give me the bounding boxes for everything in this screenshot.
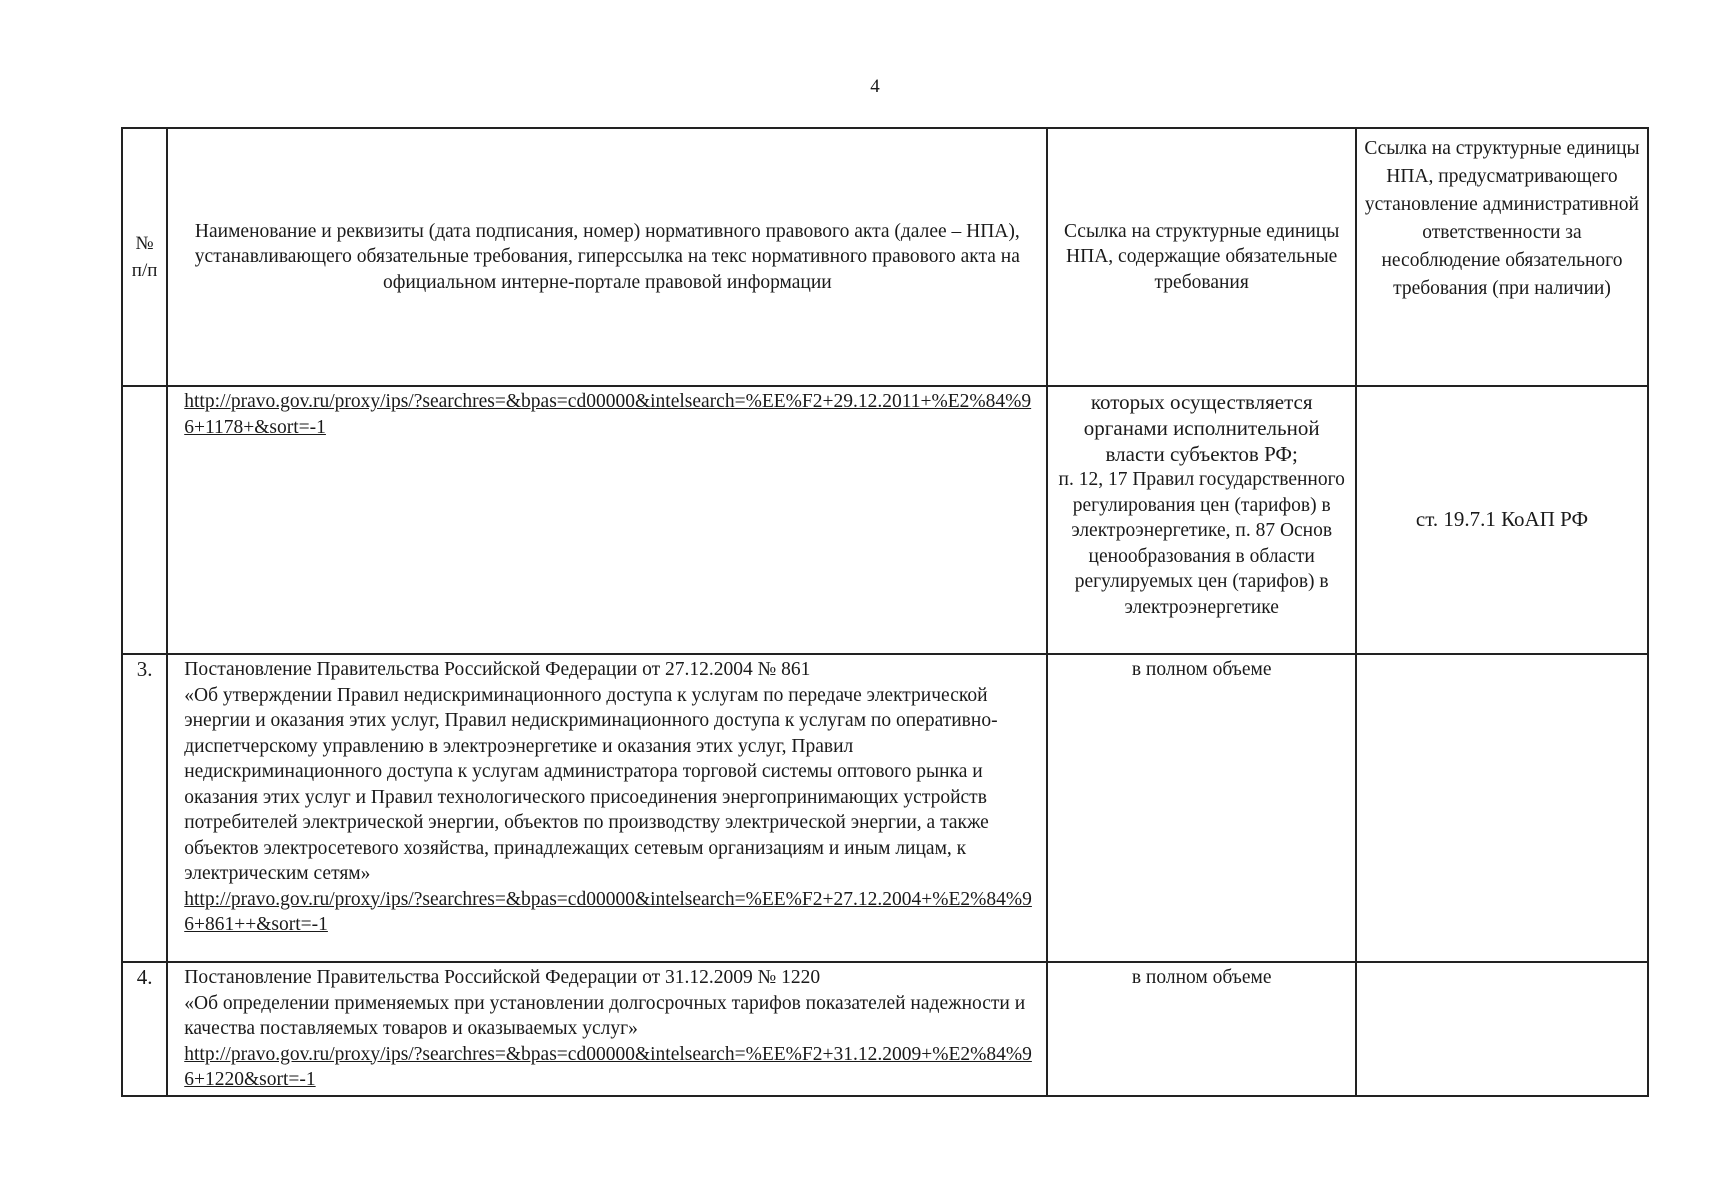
row-liability-cell: ст. 19.7.1 КоАП РФ	[1356, 386, 1648, 654]
row-act-cell	[167, 654, 1047, 962]
table-row	[122, 386, 1648, 654]
row-requirements-cell	[1047, 962, 1355, 1096]
row-number	[122, 386, 167, 654]
act-link[interactable]: http://pravo.gov.ru/proxy/ips/?searchres=&bpas=cd00000&intelsearch=%EE%F2+27.12.2004+%E2%84%96+861++&sort=-1	[184, 888, 1032, 935]
row-liability-cell	[1356, 654, 1648, 962]
row-liability-cell	[1356, 962, 1648, 1096]
page-number: 4	[870, 76, 880, 97]
table-header-row	[122, 128, 1648, 386]
row-act-cell	[167, 962, 1047, 1096]
requirements-text-part1: в полном объеме	[1131, 967, 1272, 988]
requirements-table	[121, 127, 1649, 1097]
act-description: «Об определении применяемых при установлении долгосрочных тарифов показателей надежности и качества поставляемых товаров и оказываемых услуг»	[184, 992, 1026, 1039]
header-requirements: Ссылка на структурные единицы НПА, содержащие обязательные требования	[1047, 128, 1355, 386]
row-number: 4.	[122, 962, 167, 1096]
requirements-text-part2: п. 12, 17 Правил государственного регулирования цен (тарифов) в электроэнергетике, п. 87 Основ ценообразования в области регулируемых цен (тарифов) в электроэнергетике	[1058, 469, 1345, 618]
act-title: Постановление Правительства Российской Федерации от 27.12.2004 № 861	[184, 659, 811, 680]
requirements-text-part1: в полном объеме	[1131, 659, 1272, 680]
row-act-cell	[167, 386, 1047, 654]
act-link[interactable]: http://pravo.gov.ru/proxy/ips/?searchres=&bpas=cd00000&intelsearch=%EE%F2+31.12.2009+%E2%84%96+1220&sort=-1	[184, 1043, 1032, 1090]
row-requirements-cell	[1047, 386, 1355, 654]
header-num: № п/п	[122, 128, 167, 386]
header-name: Наименование и реквизиты (дата подписания, номер) нормативного правового акта (далее – НПА), устанавливающего обязательные требования, гиперссылка на текс нормативного правового акта на официальном интерне-портале правовой информации	[167, 128, 1047, 386]
header-liability: Ссылка на структурные единицы НПА, предусматривающего установление административной ответственности за несоблюдение обязательного требования (при наличии)	[1356, 128, 1648, 386]
requirements-text-part1: которых осуществляется органами исполнительной власти субъектов РФ;	[1083, 390, 1320, 466]
table-row	[122, 654, 1648, 962]
row-requirements-cell	[1047, 654, 1355, 962]
act-title: Постановление Правительства Российской Федерации от 31.12.2009 № 1220	[184, 967, 821, 988]
row-number: 3.	[122, 654, 167, 962]
act-description: «Об утверждении Правил недискриминационного доступа к услугам по передаче электрической энергии и оказания этих услуг, Правил недискриминационного доступа к услугам по оперативно-диспетчерскому управлению в электроэнергетике и оказания этих услуг, Правил недискриминационного доступа к услугам администратора торговой системы оптового рынка и оказания этих услуг и Правил технологического присоединения энергопринимающих устройств потребителей электрической энергии, объектов по производству электрической энергии, а также объектов электросетевого хозяйства, принадлежащих сетевым организациям и иным лицам, к электрическим сетям»	[184, 684, 998, 884]
act-link[interactable]: http://pravo.gov.ru/proxy/ips/?searchres=&bpas=cd00000&intelsearch=%EE%F2+29.12.2011+%E2%84%96+1178+&sort=-1	[184, 391, 1032, 438]
table-row	[122, 962, 1648, 1096]
